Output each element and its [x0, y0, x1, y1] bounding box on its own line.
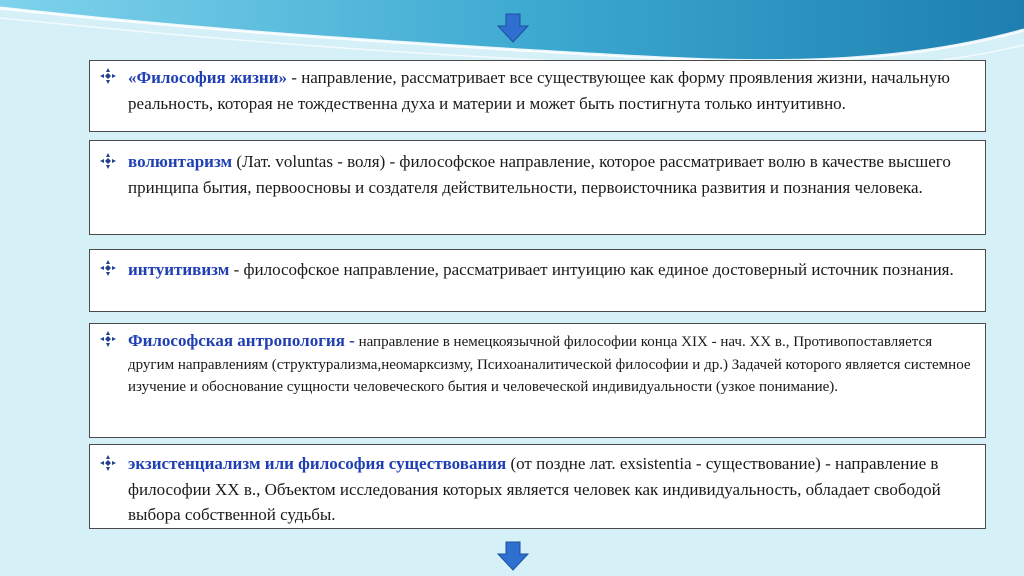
item-box-voluntarism [89, 140, 986, 235]
item-text [128, 65, 977, 117]
item-text [128, 257, 977, 283]
item-description: - философское направление, рассматривает интуицию как единое достоверный источник познания. [229, 260, 954, 279]
item-text [128, 149, 977, 201]
diamond-bullet-icon [100, 331, 116, 347]
diamond-bullet-icon [100, 153, 116, 169]
item-description: направление в немецкоязычной философии конца XIX - нач. XX в., Противопоставляется другим направлениям (структурализма,неомарксизму, Психоаналитической философии и др.) Задачей которого является системное изучение и обоснование сущности человеческого бытия и человеческой индивидуальности (узкое понимание). [128, 334, 971, 395]
item-term: экзистенциализм или философия существования [128, 454, 507, 473]
item-term: «Философия жизни» [128, 68, 288, 87]
item-text [128, 451, 977, 528]
item-description: (от поздне лат. exsistentia - существование) - направление в философии XX в., Объектом исследования которых является человек как индивидуальность, обладает свободой выбора собственной судьбы. [128, 454, 941, 524]
arrow-down-icon [497, 541, 529, 571]
item-description: - направление, рассматривает все существующее как форму проявления жизни, начальную реальность, которая не тождественна духа и материи и может быть постигнута только интуитивно. [128, 68, 950, 113]
diamond-bullet-icon [100, 68, 116, 84]
item-box-philosophical-anthropology [89, 323, 986, 438]
item-box-existentialism [89, 444, 986, 529]
item-term: Философская антропология - [128, 331, 355, 350]
diamond-bullet-icon [100, 455, 116, 471]
item-box-philosophy-of-life [89, 60, 986, 132]
item-description: (Лат. voluntas - воля) - философское направление, которое рассматривает волю в качестве высшего принципа бытия, первоосновы и создателя действительности, первоисточника развития и познания человека. [128, 152, 951, 197]
arrow-down-icon [497, 13, 529, 43]
item-term: волюнтаризм [128, 152, 233, 171]
diamond-bullet-icon [100, 260, 116, 276]
item-box-intuitivism [89, 249, 986, 312]
item-term: интуитивизм [128, 260, 230, 279]
item-text [128, 330, 977, 399]
